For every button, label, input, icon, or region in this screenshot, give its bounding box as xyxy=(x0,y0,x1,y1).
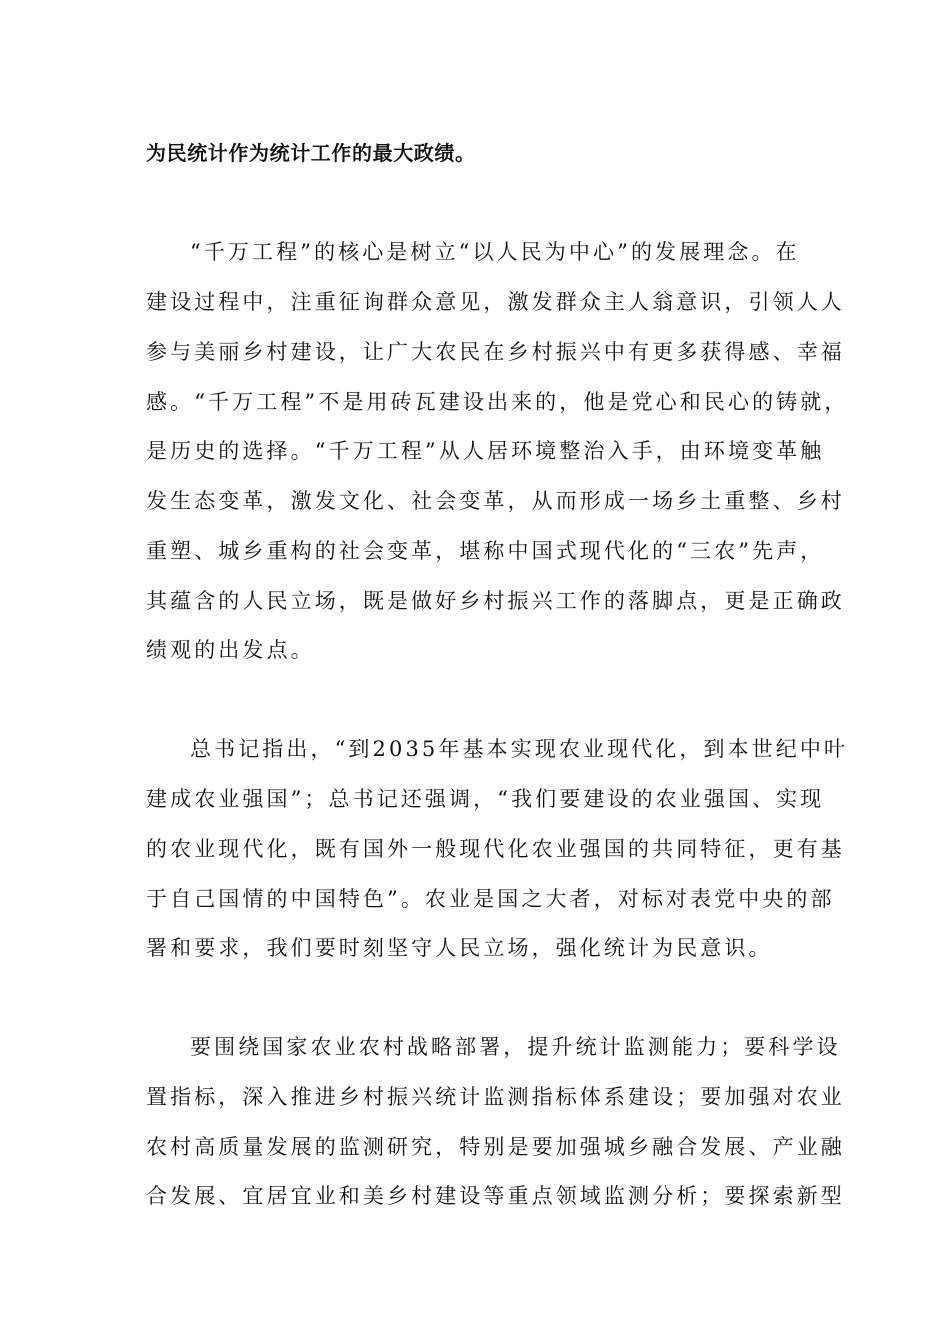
paragraph-line: 的农业现代化，既有国外一般现代化农业强国的共同特征，更有基 xyxy=(146,837,845,861)
paragraph-line: 其蕴含的人民立场，既是做好乡村振兴工作的落脚点，更是正确政 xyxy=(146,589,845,613)
paragraph-line: 于自己国情的中国特色”。农业是国之大者，对标对表党中央的部 xyxy=(146,887,835,911)
paragraph-line: 参与美丽乡村建设，让广大农民在乡村振兴中有更多获得感、幸福 xyxy=(146,340,845,364)
paragraph-line: 绩观的出发点。 xyxy=(146,638,315,662)
paragraph-line: 总书记指出，“到2035年基本实现农业现代化，到本世纪中叶 xyxy=(190,737,849,761)
paragraph-line: 为民统计作为统计工作的最大政绩。 xyxy=(146,141,476,165)
paragraph-line: 农村高质量发展的监测研究，特别是要加强城乡融合发展、产业融 xyxy=(146,1135,845,1159)
paragraph-line: 感。“千万工程”不是用砖瓦建设出来的，他是党心和民心的铸就， xyxy=(146,390,849,414)
paragraph-line: 署和要求，我们要时刻坚守人民立场，强化统计为民意识。 xyxy=(146,936,773,960)
paragraph-line: 重塑、城乡重构的社会变革，堪称中国式现代化的“三农”先声， xyxy=(146,539,825,563)
paragraph-line: 置指标，深入推进乡村振兴统计监测指标体系建设；要加强对农业 xyxy=(146,1085,845,1109)
paragraph-line: “千万工程”的核心是树立“以人民为中心”的发展理念。在 xyxy=(190,240,800,264)
paragraph-line: 要围绕国家农业农村战略部署，提升统计监测能力；要科学设 xyxy=(190,1035,841,1059)
paragraph-line: 是历史的选择。“千万工程”从人居环境整治入手，由环境变革触 xyxy=(146,439,825,463)
paragraph-line: 合发展、宜居宜业和美乡村建设等重点领域监测分析；要探索新型 xyxy=(146,1184,845,1208)
paragraph-line: 发生态变革，激发文化、社会变革，从而形成一场乡土重整、乡村 xyxy=(146,489,845,513)
paragraph-line: 建设过程中，注重征询群众意见，激发群众主人翁意识，引领人人 xyxy=(146,290,845,314)
paragraph-line: 建成农业强国”；总书记还强调，“我们要建设的农业强国、实现 xyxy=(146,787,825,811)
